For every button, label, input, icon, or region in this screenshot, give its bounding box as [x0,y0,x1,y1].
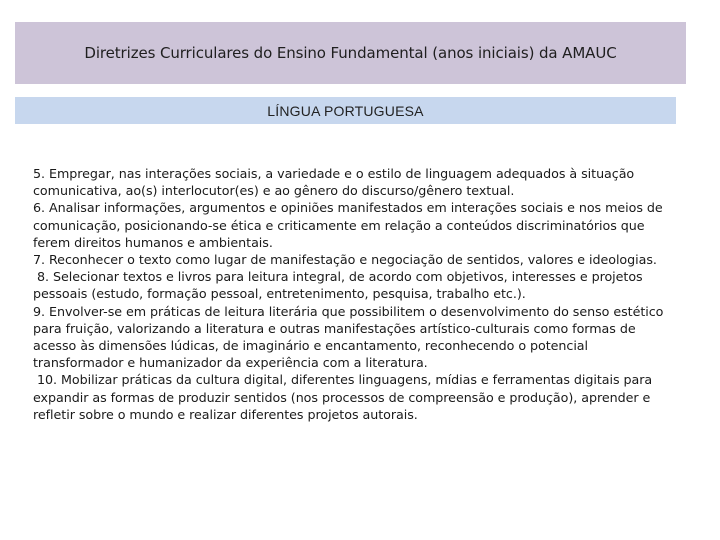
subject-label: LÍNGUA PORTUGUESA [267,102,424,119]
title-banner [15,22,686,84]
competency-item-10: 10. Mobilizar práticas da cultura digital, diferentes linguagens, mídias e ferramentas digitais para expandir as formas de produzir sentidos (nos processos de compreensão e produção), aprender e refletir sobre o mundo e realizar diferentes projetos autorais. [33,372,657,422]
subject-bar [15,97,676,124]
competencies-list [33,165,678,423]
page-title: Diretrizes Curriculares do Ensino Fundamental (anos iniciais) da AMAUC [84,44,617,62]
competency-item-5: 5. Empregar, nas interações sociais, a variedade e o estilo de linguagem adequados à situação comunicativa, ao(s) interlocutor(es) e ao gênero do discurso/gênero textual. [33,166,635,199]
competency-item-8: 8. Selecionar textos e livros para leitura integral, de acordo com objetivos, interesses e projetos pessoais (estudo, formação pessoal, entretenimento, pesquisa, trabalho etc.). [33,269,647,302]
competency-item-7: 7. Reconhecer o texto como lugar de manifestação e negociação de sentidos, valores e ideologias. [33,252,657,268]
competency-item-9: 9. Envolver-se em práticas de leitura literária que possibilitem o desenvolvimento do senso estético para fruição, valorizando a literatura e outras manifestações artístico-culturais como formas de acesso às dimensões lúdicas, de imaginário e encantamento, reconhecendo o potencial transformador e humanizador da experiência com a literatura. [33,303,664,371]
competency-item-6: 6. Analisar informações, argumentos e opiniões manifestados em interações sociais e nos meios de comunicação, posicionando-se ética e criticamente em relação a conteúdos discriminatórios que ferem direitos humanos e ambientais. [33,200,663,250]
